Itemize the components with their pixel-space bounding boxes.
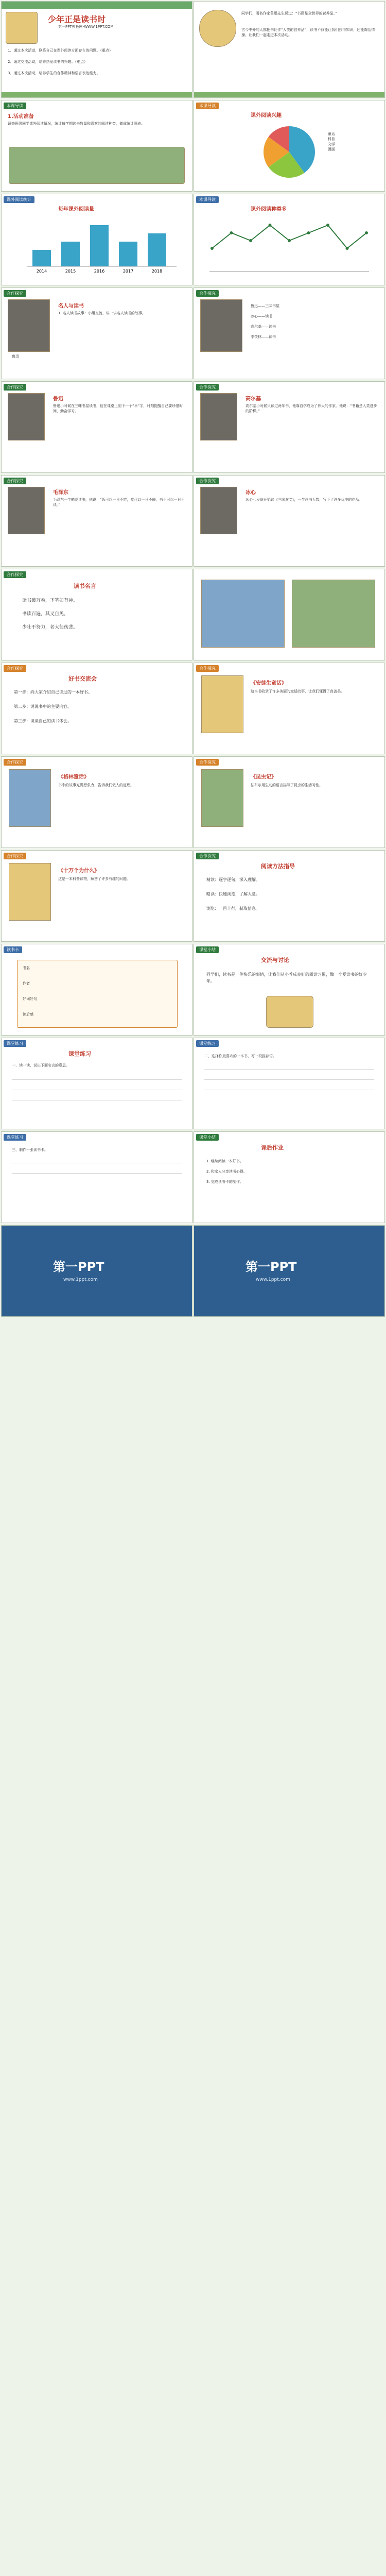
bar-3 [119, 242, 137, 266]
goal-1: 1．通过本次活动，联系自己在课外阅读方面存在的问题。（重点） [8, 48, 113, 53]
tab-label: 合作探究 [4, 853, 26, 859]
line-chart-slide [194, 194, 385, 285]
tab-label: 合作探究 [4, 478, 26, 484]
method-heading: 阅读方法指导 [261, 863, 295, 870]
book-title-2: 《格林童话》 [58, 774, 89, 780]
tab-label: 读书卡 [4, 946, 22, 953]
tab-label: 本课导读 [196, 196, 219, 203]
ending-brand: 第一PPT [245, 1260, 297, 1274]
intro-quote: 同学们，著名作家鲁迅先生说过：“书籍是全世界的营养品。” [241, 11, 337, 15]
tab-label: 课外阅读统计 [4, 196, 34, 203]
cover-subtitle: 第一PPT模板网-WWW.1PPT.COM [58, 25, 114, 29]
famous-item-1: 冰心——读书 [251, 314, 272, 318]
card-field-1: 书名 [23, 966, 30, 970]
tab-label: 合作探究 [196, 384, 219, 391]
intro-footer [194, 92, 384, 97]
book-title-3: 《昆虫记》 [251, 774, 276, 780]
slogan-heading: 读书名言 [74, 583, 96, 589]
intro-slide [194, 1, 385, 98]
portrait-image [200, 299, 242, 352]
story-name-4: 冰心 [245, 490, 256, 496]
story-slide-2 [194, 381, 385, 473]
exchange-step-3: 第三步：谈谈自己的读书体会。 [14, 719, 72, 723]
goal-2: 2．通过交流活动，培养热爱读书的兴趣。（难点） [8, 60, 87, 64]
method-slide [194, 850, 385, 942]
summary-heading: 交流与讨论 [261, 957, 289, 963]
famous-list-slide [194, 287, 385, 379]
pie-title: 课外阅读兴趣 [251, 113, 282, 118]
line-point-6 [326, 224, 329, 227]
summary-image [266, 996, 313, 1028]
bar-label-1: 2015 [65, 269, 76, 274]
line-point-0 [210, 247, 214, 250]
story-slide-1 [1, 381, 192, 473]
line-point-2 [249, 239, 252, 242]
cover-footer [2, 92, 192, 97]
slogan-slide [1, 569, 192, 660]
activity-goal-slide [1, 100, 192, 192]
line-chart [204, 215, 374, 277]
method-item-3: 浏览：一目十行，获取信息。 [206, 906, 260, 911]
book-desc-3: 法布尔用生动的语言描写了昆虫的生活习性。 [251, 783, 323, 787]
exchange-step-1: 第一步：向大家介绍自己读过的一本好书。 [14, 690, 92, 694]
line-point-8 [365, 231, 368, 234]
tab-label: 合作探究 [196, 478, 219, 484]
book-slide-2 [1, 756, 192, 848]
practice-q3: 三、制作一张读书卡。 [12, 1148, 48, 1152]
tab-label: 本课导读 [196, 103, 219, 109]
book-desc-1: 这本书收录了许多美丽的童话故事，让我们懂得了真善美。 [251, 689, 344, 693]
practice-q2: 二、选择你最喜欢的一本书，写一段推荐语。 [204, 1054, 276, 1058]
exchange-step-2: 第二步：说说书中的主要内容。 [14, 704, 72, 709]
tab-label: 合作探究 [196, 290, 219, 297]
pie-legend-0: 童话 [328, 132, 335, 136]
ending-brand: 第一PPT [53, 1260, 104, 1274]
pie-legend-2: 文学 [328, 142, 335, 146]
book-desc-2: 书中的故事充满想象力，告诉我们做人的道理。 [58, 783, 134, 787]
story-portrait-4 [200, 487, 237, 534]
homework-item-1: 1. 继续阅读一本好书。 [206, 1159, 243, 1163]
tab-label: 课堂练习 [4, 1134, 26, 1141]
practice-q1: 一、读一读，说出下面名言的意思。 [12, 1063, 69, 1067]
book-slide-3 [194, 756, 385, 848]
practice-slide-3 [1, 1131, 192, 1223]
tab-label: 课堂小结 [196, 946, 219, 953]
card-slide [1, 944, 192, 1036]
tab-label: 合作探究 [196, 665, 219, 672]
story-portrait-2 [200, 393, 237, 440]
answer-line [204, 1079, 374, 1080]
famous-item-0: 鲁迅——三味书屋 [251, 304, 279, 308]
book-title-1: 《安徒生童话》 [251, 681, 287, 686]
reading-card [17, 960, 178, 1028]
tab-label: 合作探究 [196, 853, 219, 859]
activity-heading: 1.活动准备 [8, 114, 34, 120]
summary-text: 同学们，读书是一件快乐的事情，让我们从小养成良好的阅读习惯，做一个爱读书的好少年。 [206, 972, 367, 984]
card-field-4: 读后感 [23, 1012, 33, 1016]
homework-slide [194, 1131, 385, 1223]
homework-heading: 课后作业 [261, 1144, 284, 1151]
famous-intro: 1. 名人读书故事：小组交流，讲一讲名人读书的故事。 [58, 311, 146, 315]
famous-heading: 名人与读书 [58, 303, 84, 309]
story-text-3: 毛泽东一生酷爱读书，他说：“饭可以一日不吃，觉可以一日不睡，书不可以一日不读。” [53, 498, 185, 507]
book-cover-2 [9, 769, 51, 827]
bar-chart-slide [1, 194, 192, 285]
famous-slide [1, 287, 192, 379]
tab-label: 合作探究 [4, 759, 26, 766]
story-text-2: 高尔基小时候只读过两年书，他靠自学成为了伟大的作家。他说：“书籍是人类进步的阶梯。” [245, 404, 377, 413]
story-name-2: 高尔基 [245, 396, 261, 402]
goal-3: 3．通过本次活动，培养学生的合作精神和语言表达能力。 [8, 71, 100, 75]
famous-item-3: 季羡林——读书 [251, 335, 276, 339]
activity-text: 调查班级同学课外阅读情况，统计每学期读书数量和喜欢的阅读种类，做成统计图表。 [8, 122, 145, 126]
exchange-heading: 好书交流会 [68, 675, 97, 682]
famous-item-2: 高尔基——读书 [251, 325, 276, 329]
practice-slide-2 [194, 1038, 385, 1129]
bar-label-4: 2018 [151, 269, 163, 274]
card-field-2: 作者 [23, 981, 30, 986]
line-series [212, 225, 366, 248]
story-portrait-3 [8, 487, 45, 534]
story-portrait-1 [8, 393, 45, 440]
summary-slide [194, 944, 385, 1036]
tab-label: 课堂小结 [196, 1134, 219, 1141]
card-field-3: 好词好句 [23, 997, 37, 1001]
pie-legend-1: 科普 [328, 137, 335, 141]
reading-photo-1 [201, 580, 285, 648]
bar-4 [148, 233, 166, 266]
story-text-4: 冰心七岁就开始读《三国演义》，一生读书无数，写下了许多优美的作品。 [245, 498, 363, 502]
book-cover-1 [201, 675, 243, 733]
ending-slide [1, 1225, 192, 1317]
tab-label: 合作探究 [4, 290, 26, 297]
image-slide [194, 569, 385, 660]
slogan-line-1: 读书破万卷，下笔如有神。 [22, 598, 78, 603]
reading-kids-image [199, 10, 236, 47]
luxun-portrait [8, 299, 50, 352]
tab-label: 合作探究 [196, 759, 219, 766]
ending-slide-2 [194, 1225, 385, 1317]
line-point-1 [230, 231, 233, 234]
cover-image [6, 12, 38, 44]
homework-item-3: 3. 完成读书卡的制作。 [206, 1180, 243, 1184]
book-desc-4: 这是一本科普读物，解答了许多有趣的问题。 [58, 877, 130, 881]
story-text-1: 鲁迅小时候在三味书屋读书，他在课桌上刻下一个“早”字，时刻提醒自己要珍惜时间，勤奋学习。 [53, 404, 183, 413]
bar-2 [90, 225, 109, 266]
homework-item-2: 2. 和家人分享读书心得。 [206, 1170, 247, 1174]
bar-0 [32, 250, 51, 266]
activity-image [9, 147, 185, 184]
answer-line [12, 1173, 182, 1174]
pie-slide [194, 100, 385, 192]
line-point-5 [307, 231, 310, 234]
bar-1 [61, 242, 80, 266]
book-title-4: 《十万个为什么》 [58, 868, 99, 874]
tab-label: 本课导读 [4, 103, 26, 109]
exchange-slide [1, 663, 192, 754]
pie-legend [328, 131, 335, 152]
cover-title: 少年正是读书时 [48, 14, 106, 24]
slogan-line-2: 书读百遍，其义自见。 [22, 612, 69, 617]
practice-slide-1 [1, 1038, 192, 1129]
tab-label: 合作探究 [4, 571, 26, 578]
cover-slide [1, 1, 192, 98]
line-chart-title: 课外阅读种类多 [251, 207, 287, 212]
tab-label: 课堂练习 [196, 1040, 219, 1047]
line-point-3 [269, 224, 272, 227]
tab-label: 合作探究 [4, 665, 26, 672]
ending-tagline: www.1ppt.com [63, 1277, 98, 1282]
line-point-4 [288, 239, 291, 242]
book-cover-3 [201, 769, 243, 827]
book-cover-4 [9, 863, 51, 921]
method-item-2: 略读：快速浏览，了解大意。 [206, 892, 260, 896]
story-name-1: 鲁迅 [53, 396, 63, 402]
ending-tagline: www.1ppt.com [256, 1277, 290, 1282]
method-item-1: 精读：逐字逐句，深入理解。 [206, 877, 260, 882]
tab-label: 课堂练习 [4, 1040, 26, 1047]
book-slide-1 [194, 663, 385, 754]
bar-label-0: 2014 [36, 269, 47, 274]
answer-line [12, 1079, 182, 1080]
intro-body: 古今中外的人都把书比作“人类的营养品”，读书不仅能让我们获得知识，还能陶冶情操。让我们一起走进本次活动。 [241, 28, 375, 37]
story-name-3: 毛泽东 [53, 490, 68, 496]
bar-label-2: 2016 [94, 269, 105, 274]
bar-chart-title: 每年课外阅读量 [58, 207, 94, 212]
slogan-line-3: 少壮不努力，老大徒伤悲。 [22, 625, 78, 630]
story-slide-3 [1, 475, 192, 567]
practice-heading: 课堂练习 [68, 1050, 91, 1057]
answer-line [204, 1069, 374, 1070]
book-slide-4 [1, 850, 192, 942]
story-slide-4 [194, 475, 385, 567]
bar-chart [17, 215, 182, 277]
line-point-7 [346, 247, 349, 250]
pie-chart [261, 124, 318, 180]
portrait-caption: 鲁迅 [12, 354, 19, 359]
pie-legend-3: 漫画 [328, 147, 335, 151]
tab-label: 合作探究 [4, 384, 26, 391]
bar-label-3: 2017 [122, 269, 134, 274]
cover-banner [2, 2, 192, 9]
reading-photo-2 [292, 580, 375, 648]
